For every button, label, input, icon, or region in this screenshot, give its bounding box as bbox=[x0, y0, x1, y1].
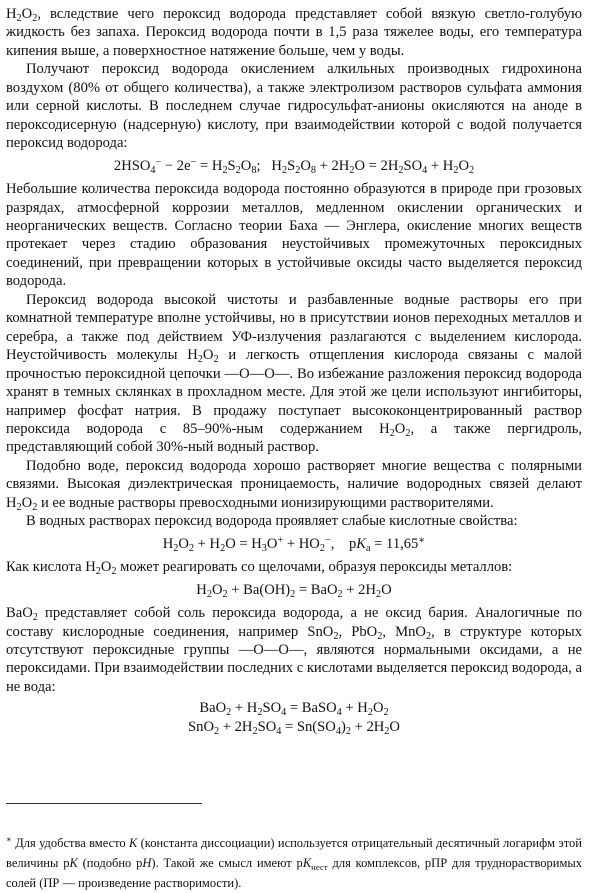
equation-acid-reactions: $BaO_2 + H_2SO_4$ = BaSO$_4$ + $H_2O_2$ $SnO_2 + 2H_2SO_4 = Sn(SO_4)_2 + 2H_2O$ bbox=[188, 700, 400, 737]
footnote-divider bbox=[6, 803, 202, 804]
paragraph-solvent: Подобно воде, пероксид водорода хорошо растворяет многие вещества с полярными связями. Высокая диэлектрическая проницаемость, наличие водородных связей делают $H_2O_2$ и ее водные растворы превосходными ионизирующими растворителями. bbox=[6, 457, 582, 513]
equation-dissociation: $H_2O_2 + H_2O = H_3O^+ + HO_2^-$, $pK_a = 11,65^∗$ bbox=[162, 534, 426, 554]
paragraph-alkali-reaction: Как кислота $H_2O_2$ может реагировать со щелочами, образуя пероксиды металлов: bbox=[6, 559, 513, 578]
paragraph-stability: Пероксид водорода высокой чистоты и разбавленные водные растворы его при комнатной температуре вполне устойчивы, но в присутствии ионов переходных металлов и серебра, а также под действием УФ-излучения разлагаются с выделением кислорода. Неустойчивость молекулы $H_2O_2$ и легкость отщепления кислорода связаны с малой прочностью пероксидной цепочки —O—O—. Во избежание разложения пероксид водорода хранят в темных склянках в прохладном месте. Для этой же цели используют ингибиторы, например фосфат натрия. В продажу поступает высококонцентрированный раствор пероксида водорода с 85–90%-ным содержанием $H_2O_2$, а также пергидроль, представляющий собой 30%-ный водный раствор. bbox=[6, 291, 582, 456]
paragraph-acid-properties: В водных растворах пероксид водорода проявляет слабые кислотные свойства: bbox=[26, 513, 518, 530]
paragraph-natural-formation: Небольшие количества пероксида водорода постоянно образуются в природе при грозовых разрядах, атмосферной коррозии металлов, медленном окислении органических и неорганических веществ. Согласно теории Баха — Энглера, окисление многих веществ протекает через стадию образования неустойчивых промежуточных пероксидных соединений, при превращении которых в устойчивые оксиды часто выделяется пероксид водорода. bbox=[6, 181, 582, 290]
footnote: ∗ Для удобства вместо K (константа диссоциации) используется отрицательный десятичный логарифм этой величины pK (подобно pH). Такой же смысл имеют $pK_{нест}$ для комплексов, pПР для труднорастворимых солей (ПР — произведение растворимости). bbox=[6, 833, 583, 890]
equation-electrolysis: $2HSO_4^- - 2e^- = H_2S_2O_8$; $H_2S_2O_8 + 2H_2O = 2H_2SO_4 + H_2O_2$ bbox=[113, 156, 475, 176]
paragraph-physical-properties: $H_2O_2$, вследствие чего пероксид водорода представляет собой вязкую светло-голубую жидкость без запаха. Пероксид водорода почти в 1,5 раза тяжелее воды, его температура кипения выше, а поверхностное натяжение больше, чем у воды. bbox=[6, 6, 582, 59]
paragraph-production: Получают пероксид водорода окислением алкильных производных гидрохинона воздухом (80% от общего количества), а также электролизом растворов сульфата аммония или серной кислоты. В последнем случае гидросульфат-анионы окисляются на аноде в пероксодисерную (надсерную) кислоту, при взаимодействии которой с водой получается пероксид водорода: bbox=[6, 61, 582, 152]
paragraph-peroxides-vs-oxides: BaO$_2$ представляет собой соль пероксида водорода, а не оксид бария. Аналогичные по составу кислородные соединения, например SnO$_2$, PbO$_2$, MnO$_2$, в структуре которых отсутствуют пероксидные группы —O—O—, являются нормальными оксидами, а не пероксидами. При взаимодействии последних с кислотами выделяется пероксид водорода, а не вода: bbox=[6, 605, 583, 695]
equation-barium-peroxide: $H_2O_2 + Ba(OH)_2 = BaO_2 + 2H_2O$ bbox=[196, 581, 392, 600]
